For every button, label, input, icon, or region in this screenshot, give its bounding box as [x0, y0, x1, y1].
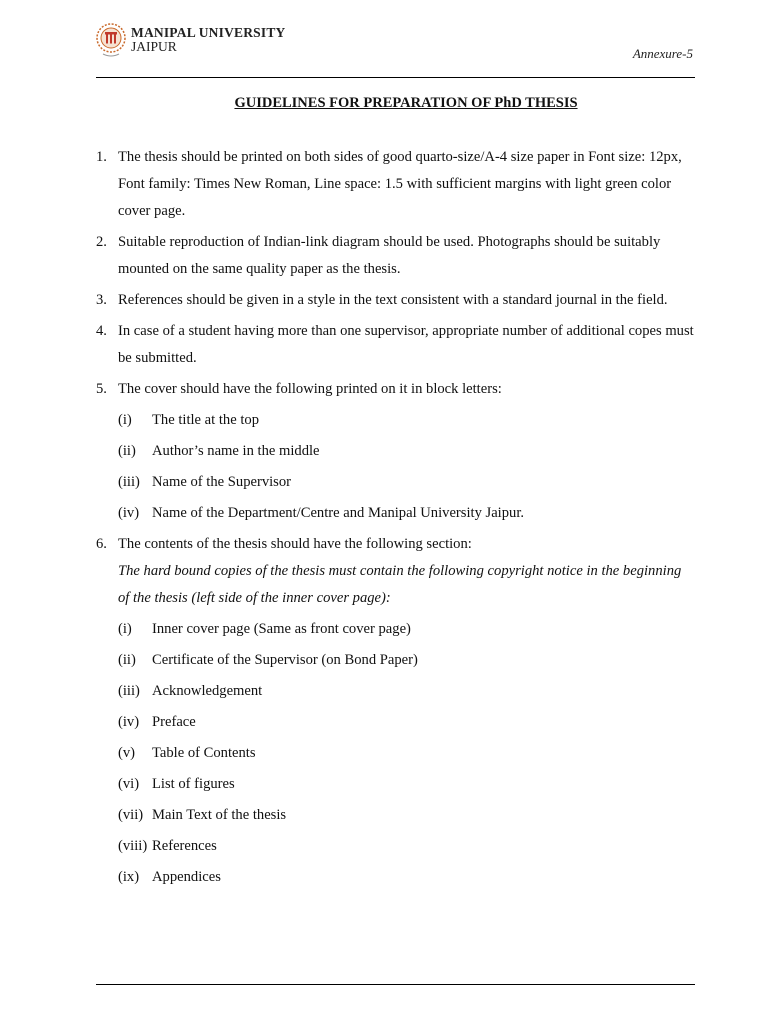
copyright-note: The hard bound copies of the thesis must contain the following copyright notice in the beginning of the thesis (left side of the inner cover page):	[118, 563, 682, 606]
sub-item-numeral: (vii)	[118, 807, 144, 823]
guideline-text: The thesis should be printed on both sides of good quarto-size/A-4 size paper in Font size: 12px, Font family: Times New Roman, Line space: 1.5 with sufficient margins with light green color cover page.	[118, 149, 682, 219]
guideline-body	[118, 376, 696, 527]
sub-list	[118, 616, 696, 891]
guideline-item	[96, 144, 696, 225]
sub-list-item	[118, 802, 696, 829]
guideline-body	[118, 287, 696, 314]
footer-divider	[96, 984, 695, 985]
sub-item-numeral: (ii)	[118, 652, 136, 668]
sub-item-text: Name of the Supervisor	[152, 474, 292, 490]
guideline-number: 1.	[96, 149, 107, 165]
guideline-number: 2.	[96, 234, 107, 250]
sub-item-text: References	[152, 838, 217, 854]
sub-item-numeral: (v)	[118, 745, 136, 761]
page-title: GUIDELINES FOR PREPARATION OF PhD THESIS	[234, 95, 578, 111]
sub-list-item	[118, 469, 696, 496]
sub-item-numeral: (i)	[118, 621, 132, 637]
sub-list-item	[118, 771, 696, 798]
guideline-item	[96, 376, 696, 527]
sub-item-text: Preface	[152, 714, 196, 730]
guideline-text: In case of a student having more than one supervisor, appropriate number of additional copes must be submitted.	[118, 323, 694, 366]
guideline-text: The contents of the thesis should have the following section:	[118, 536, 472, 552]
guideline-body	[118, 144, 696, 225]
sub-item-numeral: (iii)	[118, 683, 140, 699]
sub-item-text: Appendices	[152, 869, 221, 885]
guideline-number: 3.	[96, 292, 107, 308]
sub-list-item	[118, 438, 696, 465]
guideline-item	[96, 318, 696, 372]
sub-item-numeral: (iii)	[118, 474, 140, 490]
guideline-number: 4.	[96, 323, 107, 339]
sub-item-text: Inner cover page (Same as front cover page)	[152, 621, 411, 637]
guideline-body	[118, 318, 696, 372]
sub-list-item	[118, 740, 696, 767]
sub-item-text: Certificate of the Supervisor (on Bond Paper)	[152, 652, 418, 668]
guideline-body	[118, 531, 696, 891]
sub-list-item	[118, 616, 696, 643]
sub-item-text: Name of the Department/Centre and Manipal University Jaipur.	[152, 505, 525, 521]
header-divider	[96, 77, 695, 78]
guideline-number: 6.	[96, 536, 107, 552]
sub-item-text: Table of Contents	[152, 745, 256, 761]
guideline-text: Suitable reproduction of Indian-link diagram should be used. Photographs should be suitably mounted on the same quality paper as the thesis.	[118, 234, 661, 277]
guideline-item	[96, 287, 696, 314]
sub-list-item	[118, 709, 696, 736]
university-emblem-icon	[95, 20, 127, 60]
sub-item-numeral: (ix)	[118, 869, 140, 885]
sub-list-item	[118, 864, 696, 891]
guideline-body	[118, 229, 696, 283]
logo-university-city: JAIPUR	[131, 39, 177, 54]
guideline-item	[96, 531, 696, 891]
guideline-text: References should be given in a style in the text consistent with a standard journal in the field.	[118, 292, 668, 308]
guideline-number: 5.	[96, 381, 107, 397]
sub-item-numeral: (viii)	[118, 838, 148, 854]
guideline-item	[96, 229, 696, 283]
sub-item-numeral: (ii)	[118, 443, 136, 459]
sub-item-numeral: (i)	[118, 412, 132, 428]
sub-list-item	[118, 407, 696, 434]
sub-item-text: Acknowledgement	[152, 683, 263, 699]
sub-item-text: List of figures	[152, 776, 235, 792]
sub-item-numeral: (iv)	[118, 505, 140, 521]
sub-item-text: Author’s name in the middle	[152, 443, 320, 459]
sub-list	[118, 407, 696, 527]
sub-list-item	[118, 647, 696, 674]
guideline-text: The cover should have the following printed on it in block letters:	[118, 381, 502, 397]
sub-item-text: The title at the top	[152, 412, 259, 428]
guidelines-list	[96, 144, 696, 895]
logo-university-name: MANIPAL UNIVERSITY	[131, 25, 286, 40]
annexure-label: Annexure-5	[632, 46, 693, 61]
university-logo	[95, 20, 286, 60]
sub-item-numeral: (iv)	[118, 714, 140, 730]
sub-list-item	[118, 833, 696, 860]
sub-list-item	[118, 500, 696, 527]
sub-list-item	[118, 678, 696, 705]
sub-item-text: Main Text of the thesis	[152, 807, 287, 823]
sub-item-numeral: (vi)	[118, 776, 140, 792]
